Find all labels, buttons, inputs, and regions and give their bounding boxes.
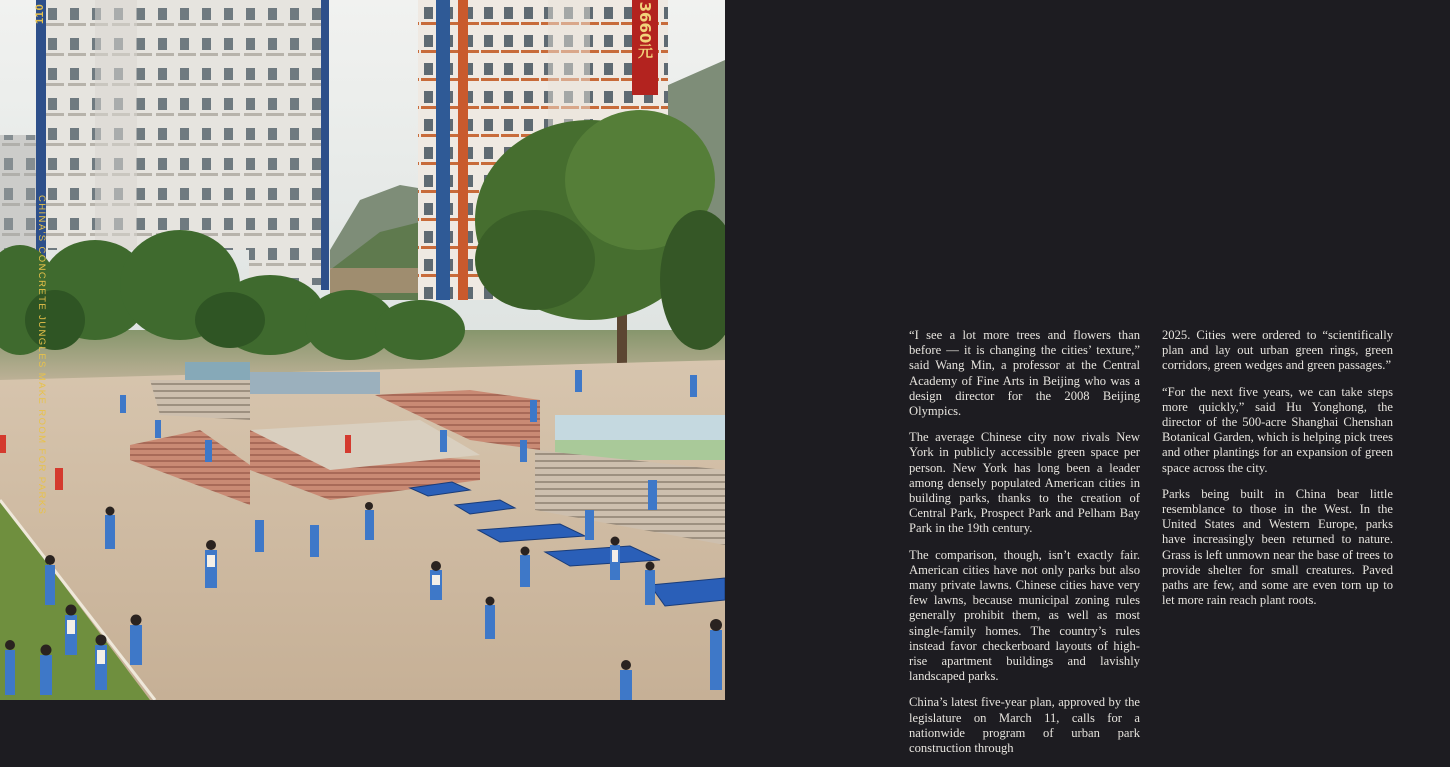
paragraph: “I see a lot more trees and flowers than before — it is changing the cities’ texture,” said Wang Min, a professor at the Central Academy of Fine Arts in Beijing who was a design director for the 2008 Beijing Olympics.	[909, 328, 1140, 419]
paragraph: “For the next five years, we can take steps more quickly,” said Hu Yonghong, the director of the 500-acre Shanghai Chenshan Botanical Garden, which is helping pick trees and other plantings for an expansion of green space across the city.	[1162, 384, 1393, 475]
banner-sign: 3660元	[636, 1, 654, 59]
paragraph: The comparison, though, isn’t exactly fair. American cities have not only parks but also many private lawns. Chinese cities have very few lawns, because municipal zoning rules generally prohibit them, as well as most single-family homes. The country’s rules instead favor checkerboard layouts of high-rise apartment buildings and lavishly landscaped parks.	[909, 547, 1140, 684]
paragraph: 2025. Cities were ordered to “scientifically plan and lay out urban green rings, green corridors, green wedges and green passages.”	[1162, 328, 1393, 373]
running-head: CHINA'S CONCRETE JUNGLES MAKE ROOM FOR PARKS	[36, 195, 47, 516]
schoolyard-illustration	[0, 0, 725, 700]
article-column-left	[909, 328, 1140, 767]
paragraph: Parks being built in China bear little resemblance to those in the West. In the United States and Western Europe, parks have increasingly been returned to nature. Grass is left unmown near the base of trees to provide shelter for small creatures. Paved paths are few, and some are even torn up to let more rain reach plant roots.	[1162, 486, 1393, 608]
article-column-right	[1162, 328, 1393, 619]
paragraph: The average Chinese city now rivals New York in publicly accessible green space per person. New York has long been a leader among densely populated American cities in building parks, thanks to the creation of Central Park, Prospect Park and Pelham Bay Park in the 19th century.	[909, 430, 1140, 536]
schoolyard-photo	[0, 0, 725, 700]
page-number: 110	[34, 3, 46, 24]
paragraph: China’s latest five-year plan, approved by the legislature on March 11, calls for a nationwide program of urban park construction through	[909, 695, 1140, 756]
